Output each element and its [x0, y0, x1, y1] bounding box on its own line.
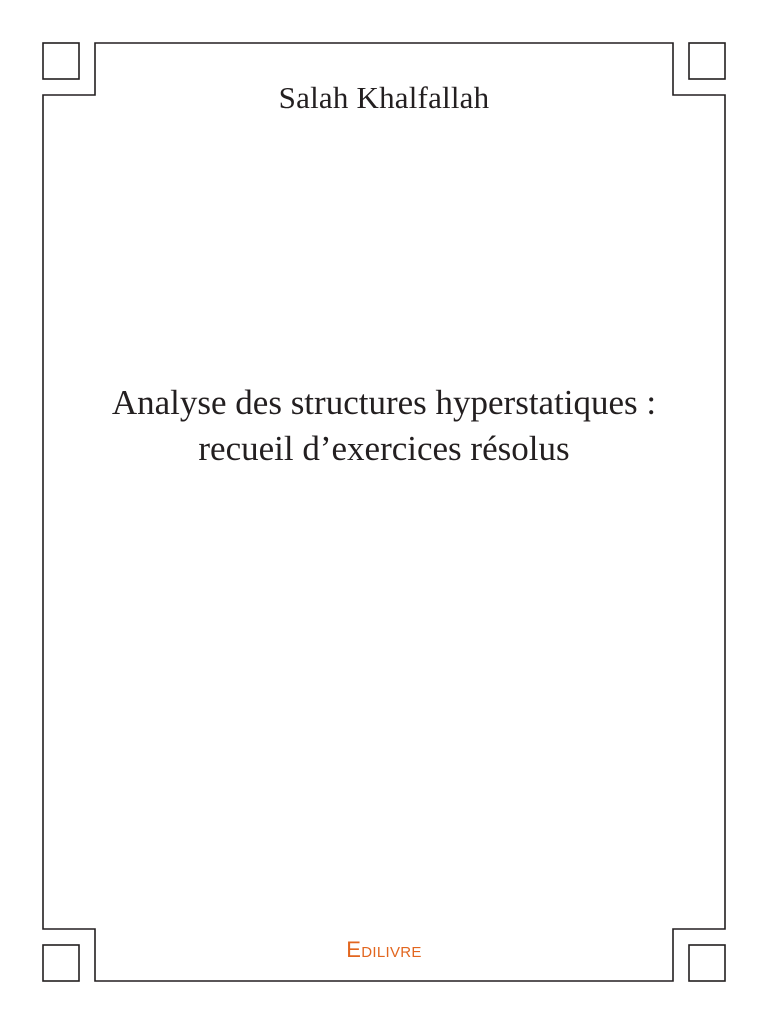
author-name: Salah Khalfallah [278, 80, 490, 115]
publisher-logo: Edilivre [346, 937, 422, 962]
book-title-line-1: Analyse des structures hyperstatiques : [111, 383, 657, 422]
corner-square-top-left [43, 43, 79, 79]
book-title [0, 380, 768, 472]
frame-border [43, 43, 725, 981]
book-title-line-2: recueil d’exercices résolus [198, 429, 570, 468]
corner-square-top-right [689, 43, 725, 79]
